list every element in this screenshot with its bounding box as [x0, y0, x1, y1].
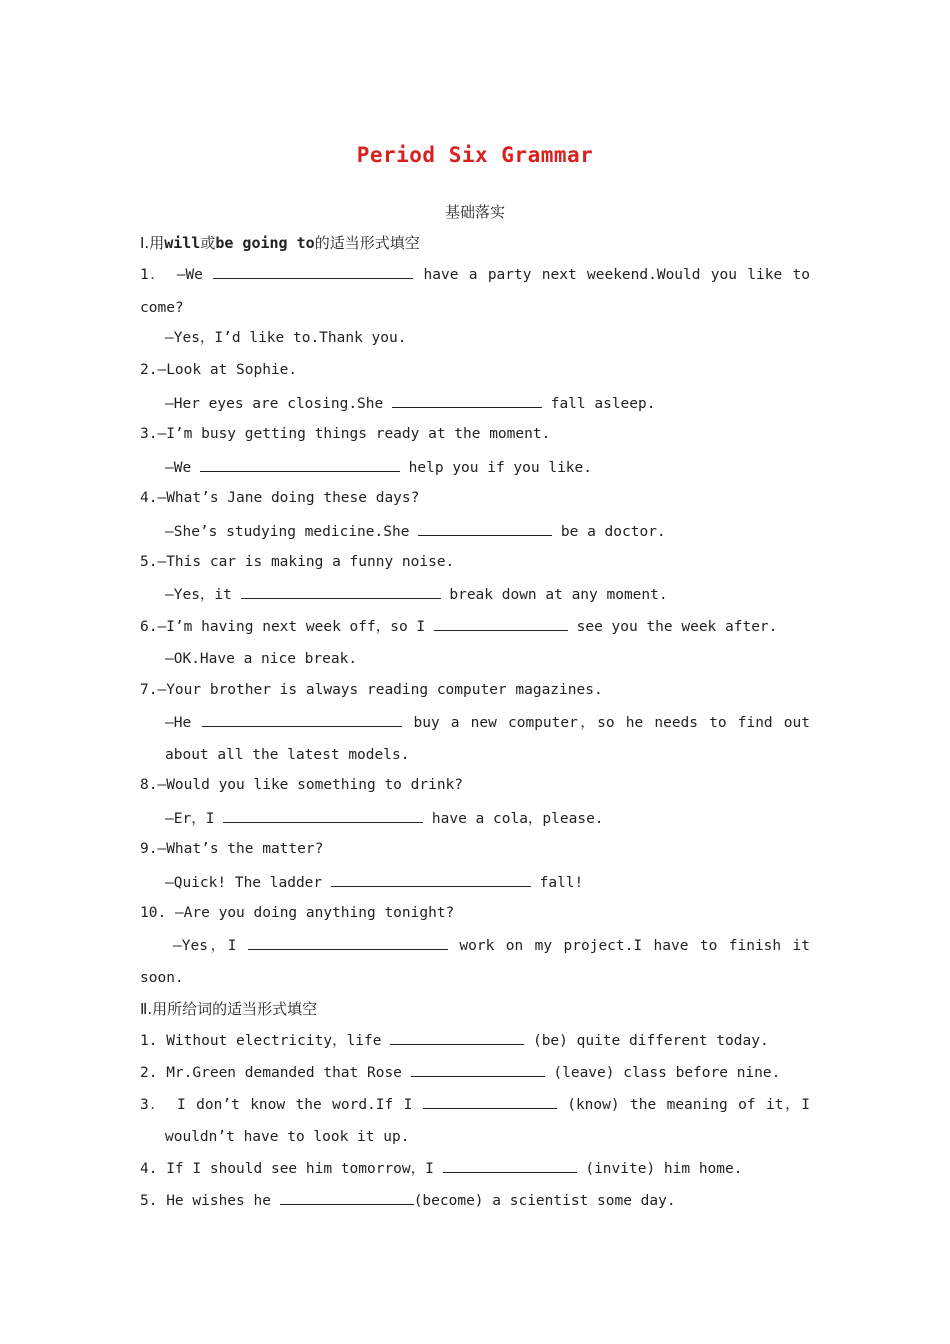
- answer-blank[interactable]: [200, 457, 400, 472]
- exercise-2-item-2: 2. Mr.Green demanded that Rose (leave) class before nine.: [140, 1062, 780, 1083]
- exercise-1-item-5: 5.—This car is making a funny noise.: [140, 554, 455, 570]
- answer-blank[interactable]: [392, 393, 542, 408]
- exercise-1-item-1-cont: come?: [140, 300, 184, 316]
- section-1-heading: Ⅰ.用will或be going to的适当形式填空: [140, 234, 420, 252]
- answer-blank[interactable]: [411, 1062, 545, 1077]
- exercise-1-item-4-reply: —She’s studying medicine.She be a doctor.: [165, 521, 666, 542]
- exercise-1-item-10-reply: —Yes，I work on my project.I have to finish it: [173, 935, 810, 956]
- exercise-1-item-3-reply: —We help you if you like.: [165, 457, 592, 478]
- exercise-1-item-5-reply: —Yes，it break down at any moment.: [165, 584, 668, 605]
- answer-blank[interactable]: [213, 264, 413, 279]
- page-title: Period Six Grammar: [356, 143, 594, 167]
- exercise-1-item-7: 7.—Your brother is always reading computer magazines.: [140, 682, 603, 698]
- section-2-heading: Ⅱ.用所给词的适当形式填空: [140, 1000, 318, 1018]
- exercise-1-item-7-reply: —He buy a new computer，so he needs to find out: [165, 712, 810, 733]
- answer-blank[interactable]: [418, 521, 552, 536]
- exercise-1-item-1-reply: —Yes，I’d like to.Thank you.: [165, 330, 407, 346]
- exercise-2-item-5: 5. He wishes he (become) a scientist some day.: [140, 1190, 676, 1211]
- answer-blank[interactable]: [390, 1030, 524, 1045]
- answer-blank[interactable]: [434, 616, 568, 631]
- exercise-1-item-8: 8.—Would you like something to drink?: [140, 777, 464, 793]
- exercise-2-item-3: 3． I don’t know the word.If I (know) the meaning of it，I: [140, 1094, 810, 1115]
- exercise-1-item-10: 10. —Are you doing anything tonight?: [140, 905, 455, 921]
- exercise-1-item-9: 9.—What’s the matter?: [140, 841, 324, 857]
- answer-blank[interactable]: [223, 808, 423, 823]
- exercise-2-item-1: 1. Without electricity，life (be) quite different today.: [140, 1030, 769, 1051]
- exercise-2-item-3-cont: wouldn’t have to look it up.: [165, 1129, 410, 1145]
- section-subtitle: 基础落实: [444, 203, 505, 221]
- answer-blank[interactable]: [248, 935, 448, 950]
- exercise-1-item-4: 4.—What’s Jane doing these days?: [140, 490, 420, 506]
- answer-blank[interactable]: [331, 872, 531, 887]
- answer-blank[interactable]: [202, 712, 402, 727]
- exercise-1-item-7-cont: about all the latest models.: [165, 747, 410, 763]
- exercise-1-item-3: 3.—I’m busy getting things ready at the moment.: [140, 426, 551, 442]
- exercise-1-item-2-reply: —Her eyes are closing.She fall asleep.: [165, 393, 655, 414]
- answer-blank[interactable]: [423, 1094, 557, 1109]
- exercise-1-item-9-reply: —Quick! The ladder fall!: [165, 872, 583, 893]
- exercise-1-item-10-cont: soon.: [140, 970, 184, 986]
- exercise-1-item-1: 1． —We have a party next weekend.Would you like to: [140, 264, 810, 285]
- exercise-1-item-8-reply: —Er，I have a cola，please.: [165, 808, 604, 829]
- exercise-1-item-6-reply: —OK.Have a nice break.: [165, 651, 358, 667]
- answer-blank[interactable]: [280, 1190, 414, 1205]
- exercise-1-item-2: 2.—Look at Sophie.: [140, 362, 298, 378]
- answer-blank[interactable]: [443, 1158, 577, 1173]
- exercise-2-item-4: 4. If I should see him tomorrow，I (invite) him home.: [140, 1158, 742, 1179]
- answer-blank[interactable]: [241, 584, 441, 599]
- exercise-1-item-6: 6.—I’m having next week off，so I see you the week after.: [140, 616, 777, 637]
